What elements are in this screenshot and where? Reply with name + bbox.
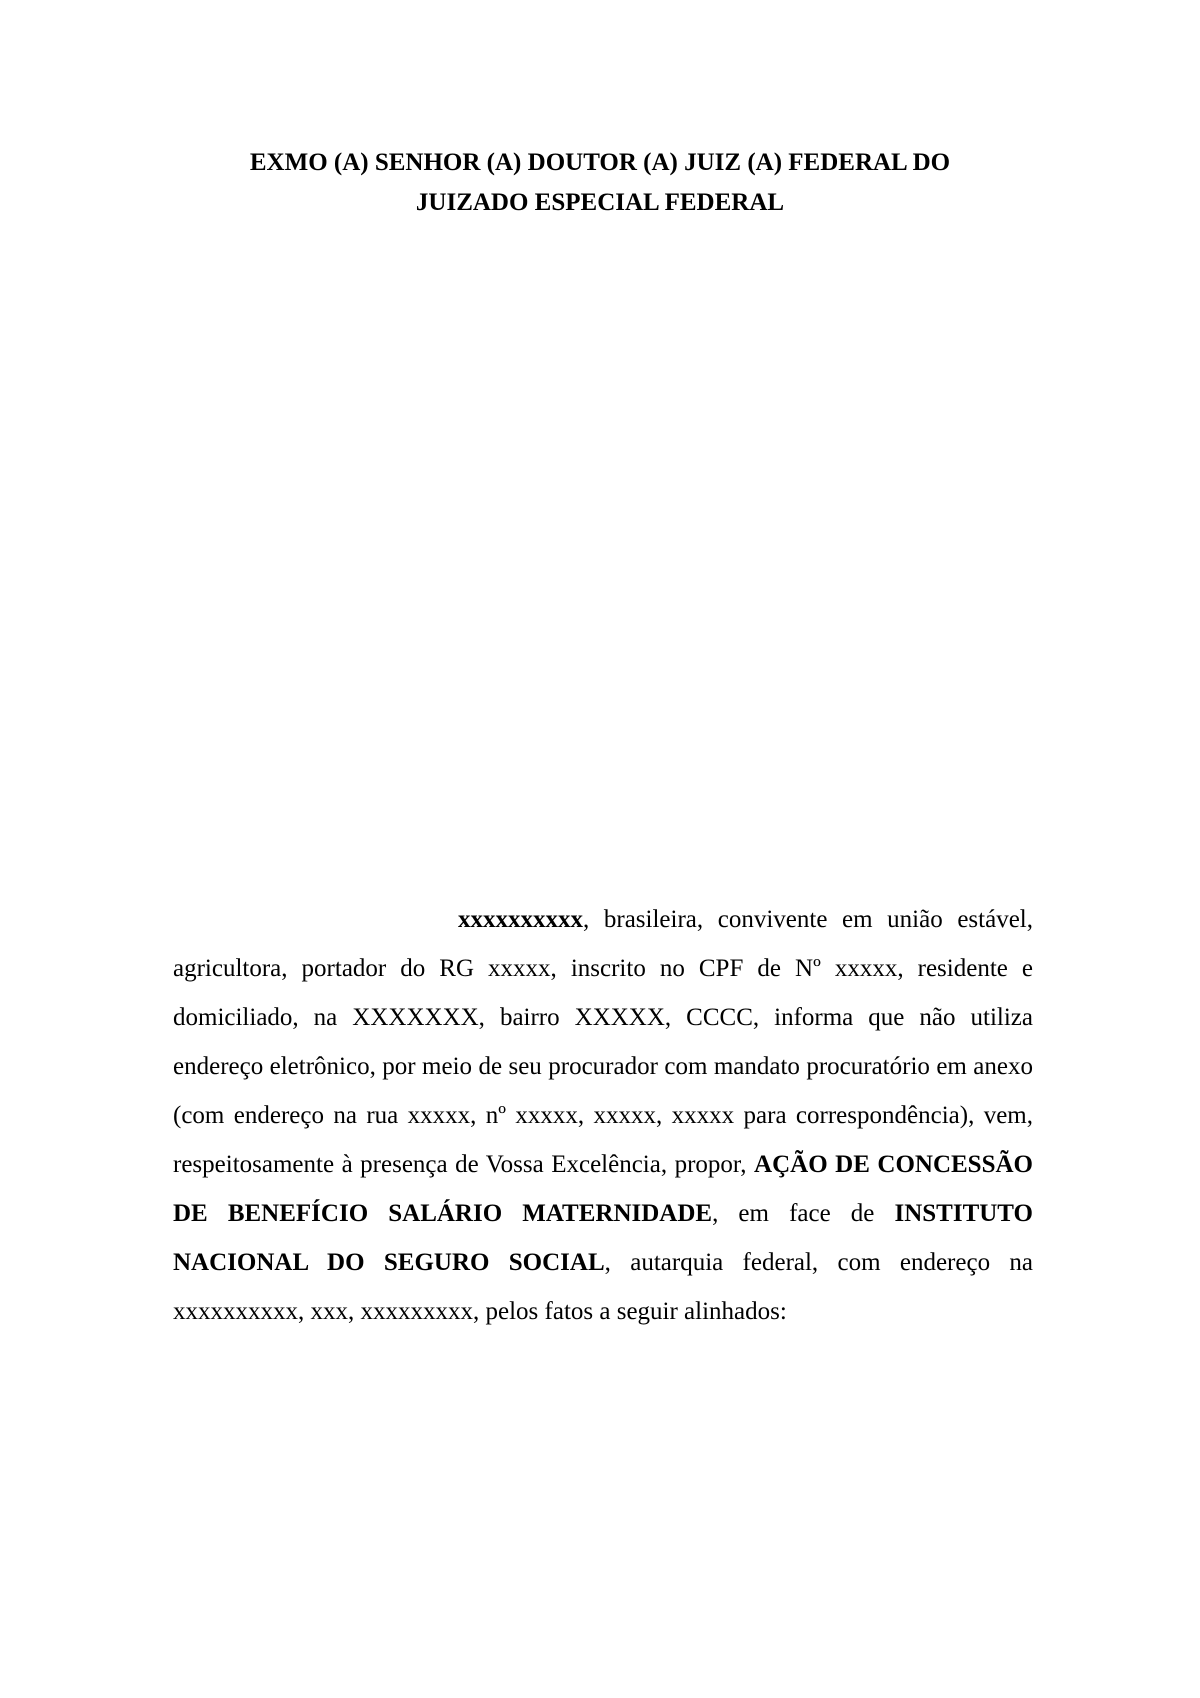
paragraph-text-3: , autarquia federal, com endereço na xxxxxxxxxx, xxx, xxxxxxxxx, pelos fatos a seguir alinhados: [173, 1249, 1033, 1325]
document-heading [150, 143, 1050, 223]
heading-line-2: JUIZADO ESPECIAL FEDERAL [415, 189, 785, 216]
paragraph-text-1: , brasileira, convivente em união estável, agricultora, portador do RG xxxxx, inscrito no CPF de Nº xxxxx, residente e domiciliado, na XXXXXXX, bairro XXXXX, CCCC, informa que não utiliza endereço eletrônico, por meio de seu procurador com mandato procuratório em anexo (com endereço na rua xxxxx, nº xxxxx, xxxxx, xxxxx para correspondência), vem, respeitosamente à presença de Vossa Excelência, propor, [173, 906, 1033, 1178]
petition-paragraph [173, 895, 1033, 1336]
plaintiff-name: xxxxxxxxxx [458, 906, 583, 933]
defendant-name: INSTITUTO NACIONAL DO SEGURO SOCIAL [173, 1200, 1033, 1276]
paragraph-text-2: , em face de [712, 1200, 895, 1227]
heading-line-1: EXMO (A) SENHOR (A) DOUTOR (A) JUIZ (A) FEDERAL DO [249, 149, 951, 176]
action-title: AÇÃO DE CONCESSÃO DE BENEFÍCIO SALÁRIO MATERNIDADE [173, 1151, 1033, 1227]
